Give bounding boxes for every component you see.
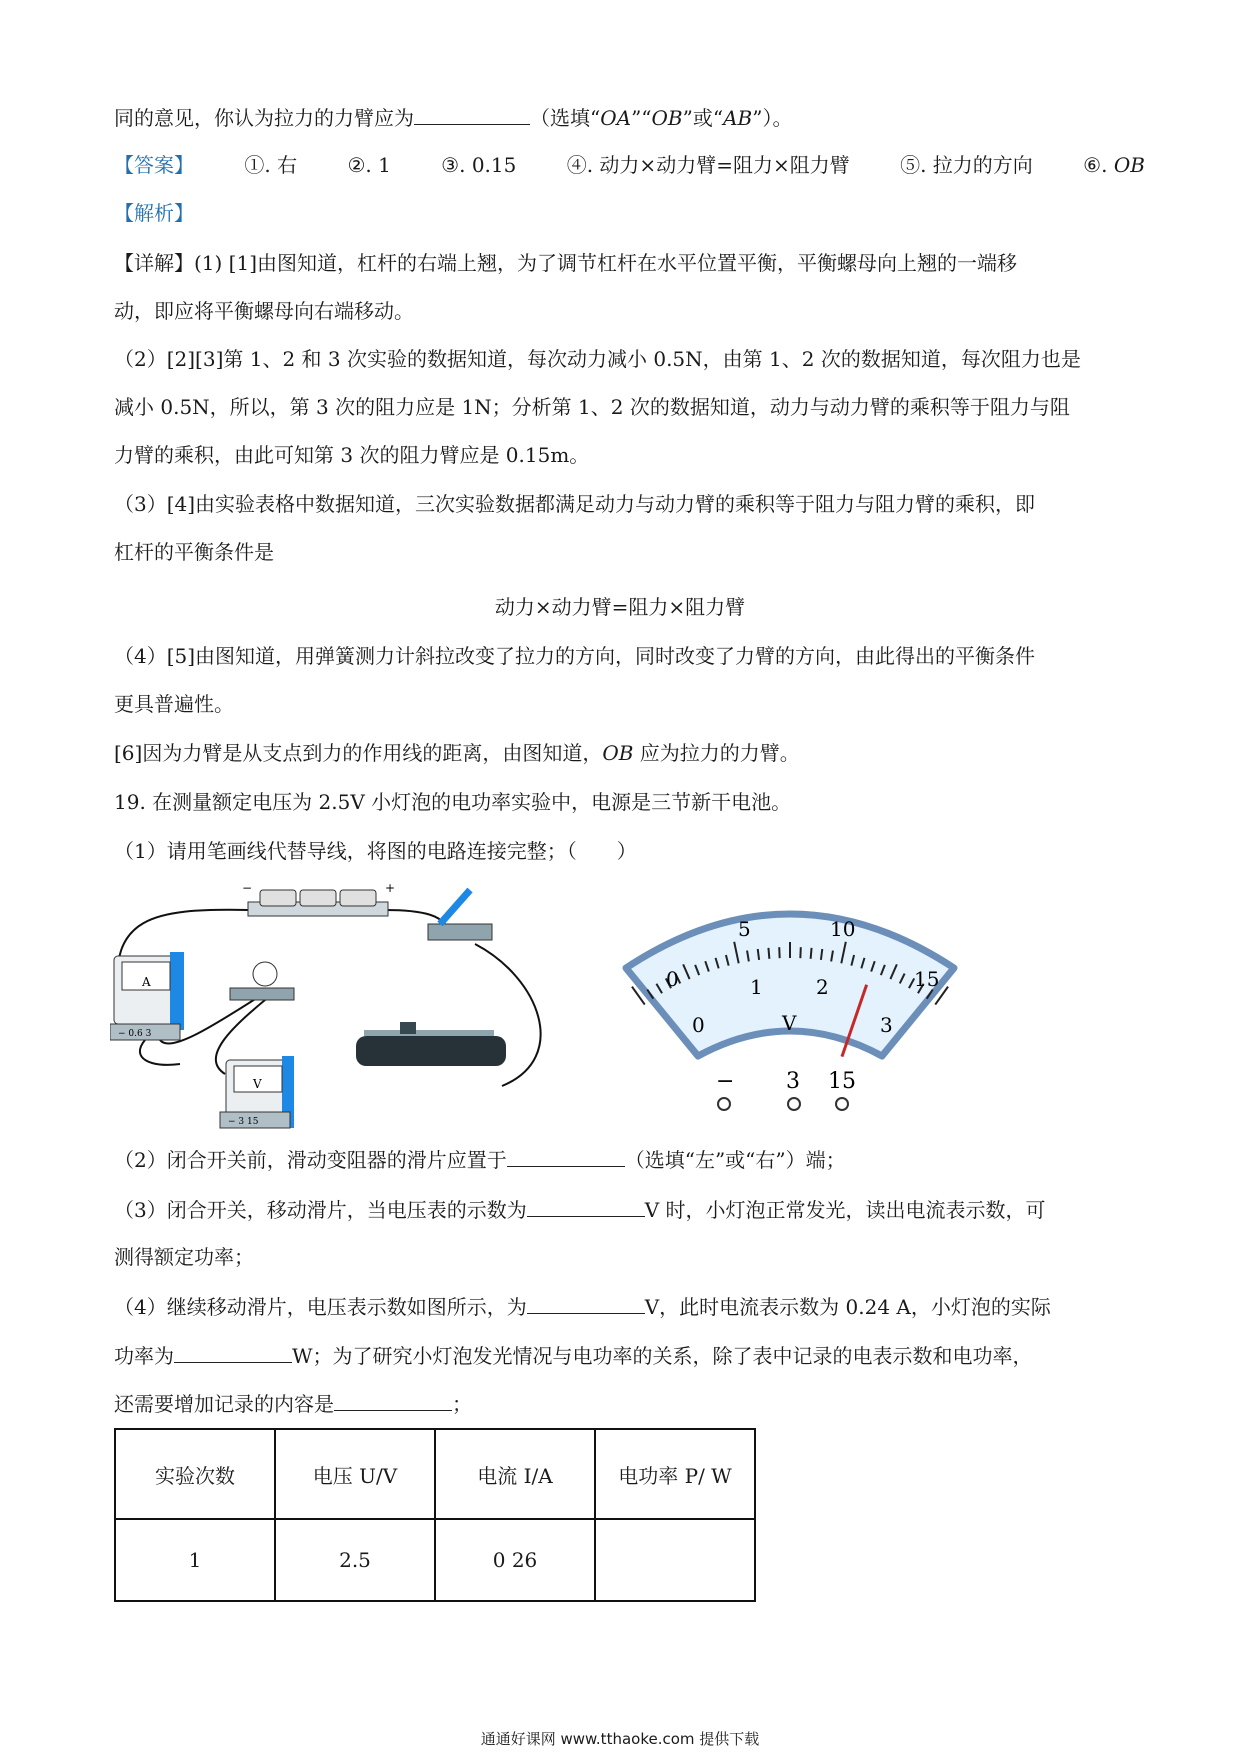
text: （4）继续移动滑片，电压表示数如图所示，为: [114, 1295, 527, 1319]
voltmeter-dial: [620, 878, 970, 1140]
detail-text: 更具普遍性。: [114, 692, 234, 716]
data-table: [114, 1428, 756, 1602]
text: W；为了研究小灯泡发光情况与电功率的关系，除了表中记录的电表示数和电功率，: [292, 1344, 1033, 1368]
table-cell: 1: [115, 1519, 275, 1601]
lamp-icon: [230, 962, 294, 1000]
text: （3）闭合开关，移动滑片，当电压表的示数为: [114, 1198, 527, 1222]
dial-tick: [768, 948, 769, 959]
question-title: 19. 在测量额定电压为 2.5V 小灯泡的电功率实验中，电源是三节新干电池。: [114, 790, 792, 814]
text: 应为拉力的力臂。: [633, 741, 800, 765]
answer-blank[interactable]: [527, 1291, 645, 1314]
text: OA: [600, 106, 632, 130]
outer-label-5: 5: [738, 917, 751, 941]
answer-label: 【答案】: [114, 153, 194, 177]
inner-label-1: 1: [750, 975, 763, 999]
text: （选填“: [530, 106, 601, 130]
text: AB: [723, 106, 753, 130]
table-cell: 2.5: [275, 1519, 435, 1601]
terminal-15-label: 15: [828, 1069, 856, 1094]
table-cell: 0 26: [435, 1519, 595, 1601]
answer-item: ①. 右: [244, 153, 298, 177]
ammeter-terminals: − 0.6 3: [118, 1029, 152, 1039]
outer-label-15: 15: [914, 967, 940, 991]
detail-text: （4）[5]由图知道，用弹簧测力计斜拉改变了拉力的方向，同时改变了力臂的方向，由此得出的平衡条件: [114, 644, 1036, 668]
question-part: [114, 1340, 1033, 1371]
answer-blank[interactable]: [334, 1388, 452, 1411]
detail-text: 【详解】(1) [1]由图知道，杠杆的右端上翘，为了调节杠杆在水平位置平衡，平衡螺母向上翘的一端移: [114, 251, 1018, 275]
text: [6]因为力臂是从支点到力的作用线的距离，由图知道，: [114, 741, 603, 765]
detail-text: （3）[4]由实验表格中数据知道，三次实验数据都满足动力与动力臂的乘积等于阻力与阻力臂的乘积，即: [114, 492, 1036, 516]
text: V 时，小灯泡正常发光，读出电流表示数，可: [644, 1198, 1046, 1222]
voltmeter-terminals: − 3 15: [228, 1117, 259, 1127]
text: 功率为: [114, 1344, 174, 1368]
battery-minus-label: −: [242, 881, 253, 895]
answer-blank[interactable]: [174, 1340, 292, 1363]
terminal-3[interactable]: [788, 1098, 800, 1110]
question-part: （1）请用笔画线代替导线，将图的电路连接完整；（ ）: [114, 839, 637, 863]
table-cell[interactable]: [595, 1519, 755, 1601]
analysis-label: 【解析】: [114, 201, 194, 225]
voltmeter-icon: [220, 1056, 294, 1128]
table-header: 电压 U/V: [275, 1429, 435, 1519]
battery-icon: [242, 881, 395, 916]
question-part: 测得额定功率；: [114, 1245, 254, 1269]
answer-item: [1083, 150, 1145, 180]
answer-blank[interactable]: [507, 1144, 625, 1167]
ammeter-letter: A: [142, 975, 151, 989]
switch-icon: [428, 890, 492, 940]
text: 同的意见，你认为拉力的力臂应为: [114, 106, 414, 130]
detail-text: （2）[2][3]第 1、2 和 3 次实验的数据知道，每次动力减小 0.5N，由第 1、2 次的数据知道，每次阻力也是: [114, 347, 1081, 371]
answer-item: ②. 1: [347, 153, 391, 177]
rheostat-icon: [356, 1022, 506, 1066]
text: V，此时电流表示数为 0.24 A，小灯泡的实际: [644, 1295, 1051, 1319]
terminal-3-label: 3: [786, 1069, 800, 1094]
outer-label-0: 0: [666, 967, 679, 991]
answer-item: ③. 0.15: [441, 153, 517, 177]
answer-line: [114, 150, 1145, 180]
inner-label-0: 0: [692, 1013, 705, 1037]
terminal-minus[interactable]: [718, 1098, 730, 1110]
text-line-option: [114, 102, 792, 133]
inner-label-2: 2: [816, 975, 829, 999]
detail-text: 杠杆的平衡条件是: [114, 540, 274, 564]
text: （2）闭合开关前，滑动变阻器的滑片应置于: [114, 1148, 507, 1172]
inner-label-3: 3: [880, 1013, 893, 1037]
voltmeter-letter: V: [253, 1077, 262, 1091]
text: ⑥.: [1083, 153, 1114, 177]
answer-blank[interactable]: [527, 1194, 645, 1217]
formula: 动力×动力臂=阻力×阻力臂: [494, 595, 746, 619]
question-part: [114, 1194, 1046, 1225]
detail-text: 减小 0.5N，所以，第 3 次的阻力应是 1N；分析第 1、2 次的数据知道，动力与动力臂的乘积等于阻力与阻: [114, 395, 1070, 419]
table-header-row: [115, 1429, 755, 1519]
answer-item: ⑤. 拉力的方向: [900, 153, 1033, 177]
terminal-15[interactable]: [836, 1098, 848, 1110]
unit-label: V: [782, 1011, 797, 1035]
detail-text: 力臂的乘积，由此可知第 3 次的阻力臂应是 0.15m。: [114, 443, 590, 467]
text: （选填“左”或“右”）端；: [624, 1148, 846, 1172]
table-header: 电流 I/A: [435, 1429, 595, 1519]
text: OB: [602, 741, 634, 765]
answer-blank[interactable]: [414, 102, 530, 125]
outer-label-10: 10: [830, 917, 856, 941]
table-header: 实验次数: [115, 1429, 275, 1519]
answer-item: ④. 动力×动力臂=阻力×阻力臂: [566, 153, 850, 177]
question-part: [114, 1388, 472, 1419]
dial-tick: [811, 948, 812, 959]
circuit-diagram: [110, 878, 580, 1132]
detail-text: [114, 738, 800, 768]
ammeter-icon: [110, 952, 184, 1040]
text: 还需要增加记录的内容是: [114, 1392, 334, 1416]
text: ”）。: [752, 106, 793, 130]
dial-tick: [758, 949, 759, 960]
terminal-minus-label: −: [716, 1069, 735, 1094]
text: ；: [452, 1392, 472, 1416]
text: OB: [1113, 153, 1145, 177]
detail-text: 动，即应将平衡螺母向右端移动。: [114, 299, 414, 323]
page-footer: 通通好课网 www.tthaoke.com 提供下载: [480, 1730, 760, 1748]
text: ”“: [631, 106, 652, 130]
text: ”或“: [682, 106, 724, 130]
table-row: [115, 1519, 755, 1601]
dial-tick: [821, 949, 822, 960]
question-part: [114, 1291, 1051, 1322]
question-part: [114, 1144, 846, 1175]
text: OB: [651, 106, 683, 130]
battery-plus-label: +: [385, 881, 396, 895]
table-header: 电功率 P/ W: [595, 1429, 755, 1519]
wire: [385, 910, 445, 924]
